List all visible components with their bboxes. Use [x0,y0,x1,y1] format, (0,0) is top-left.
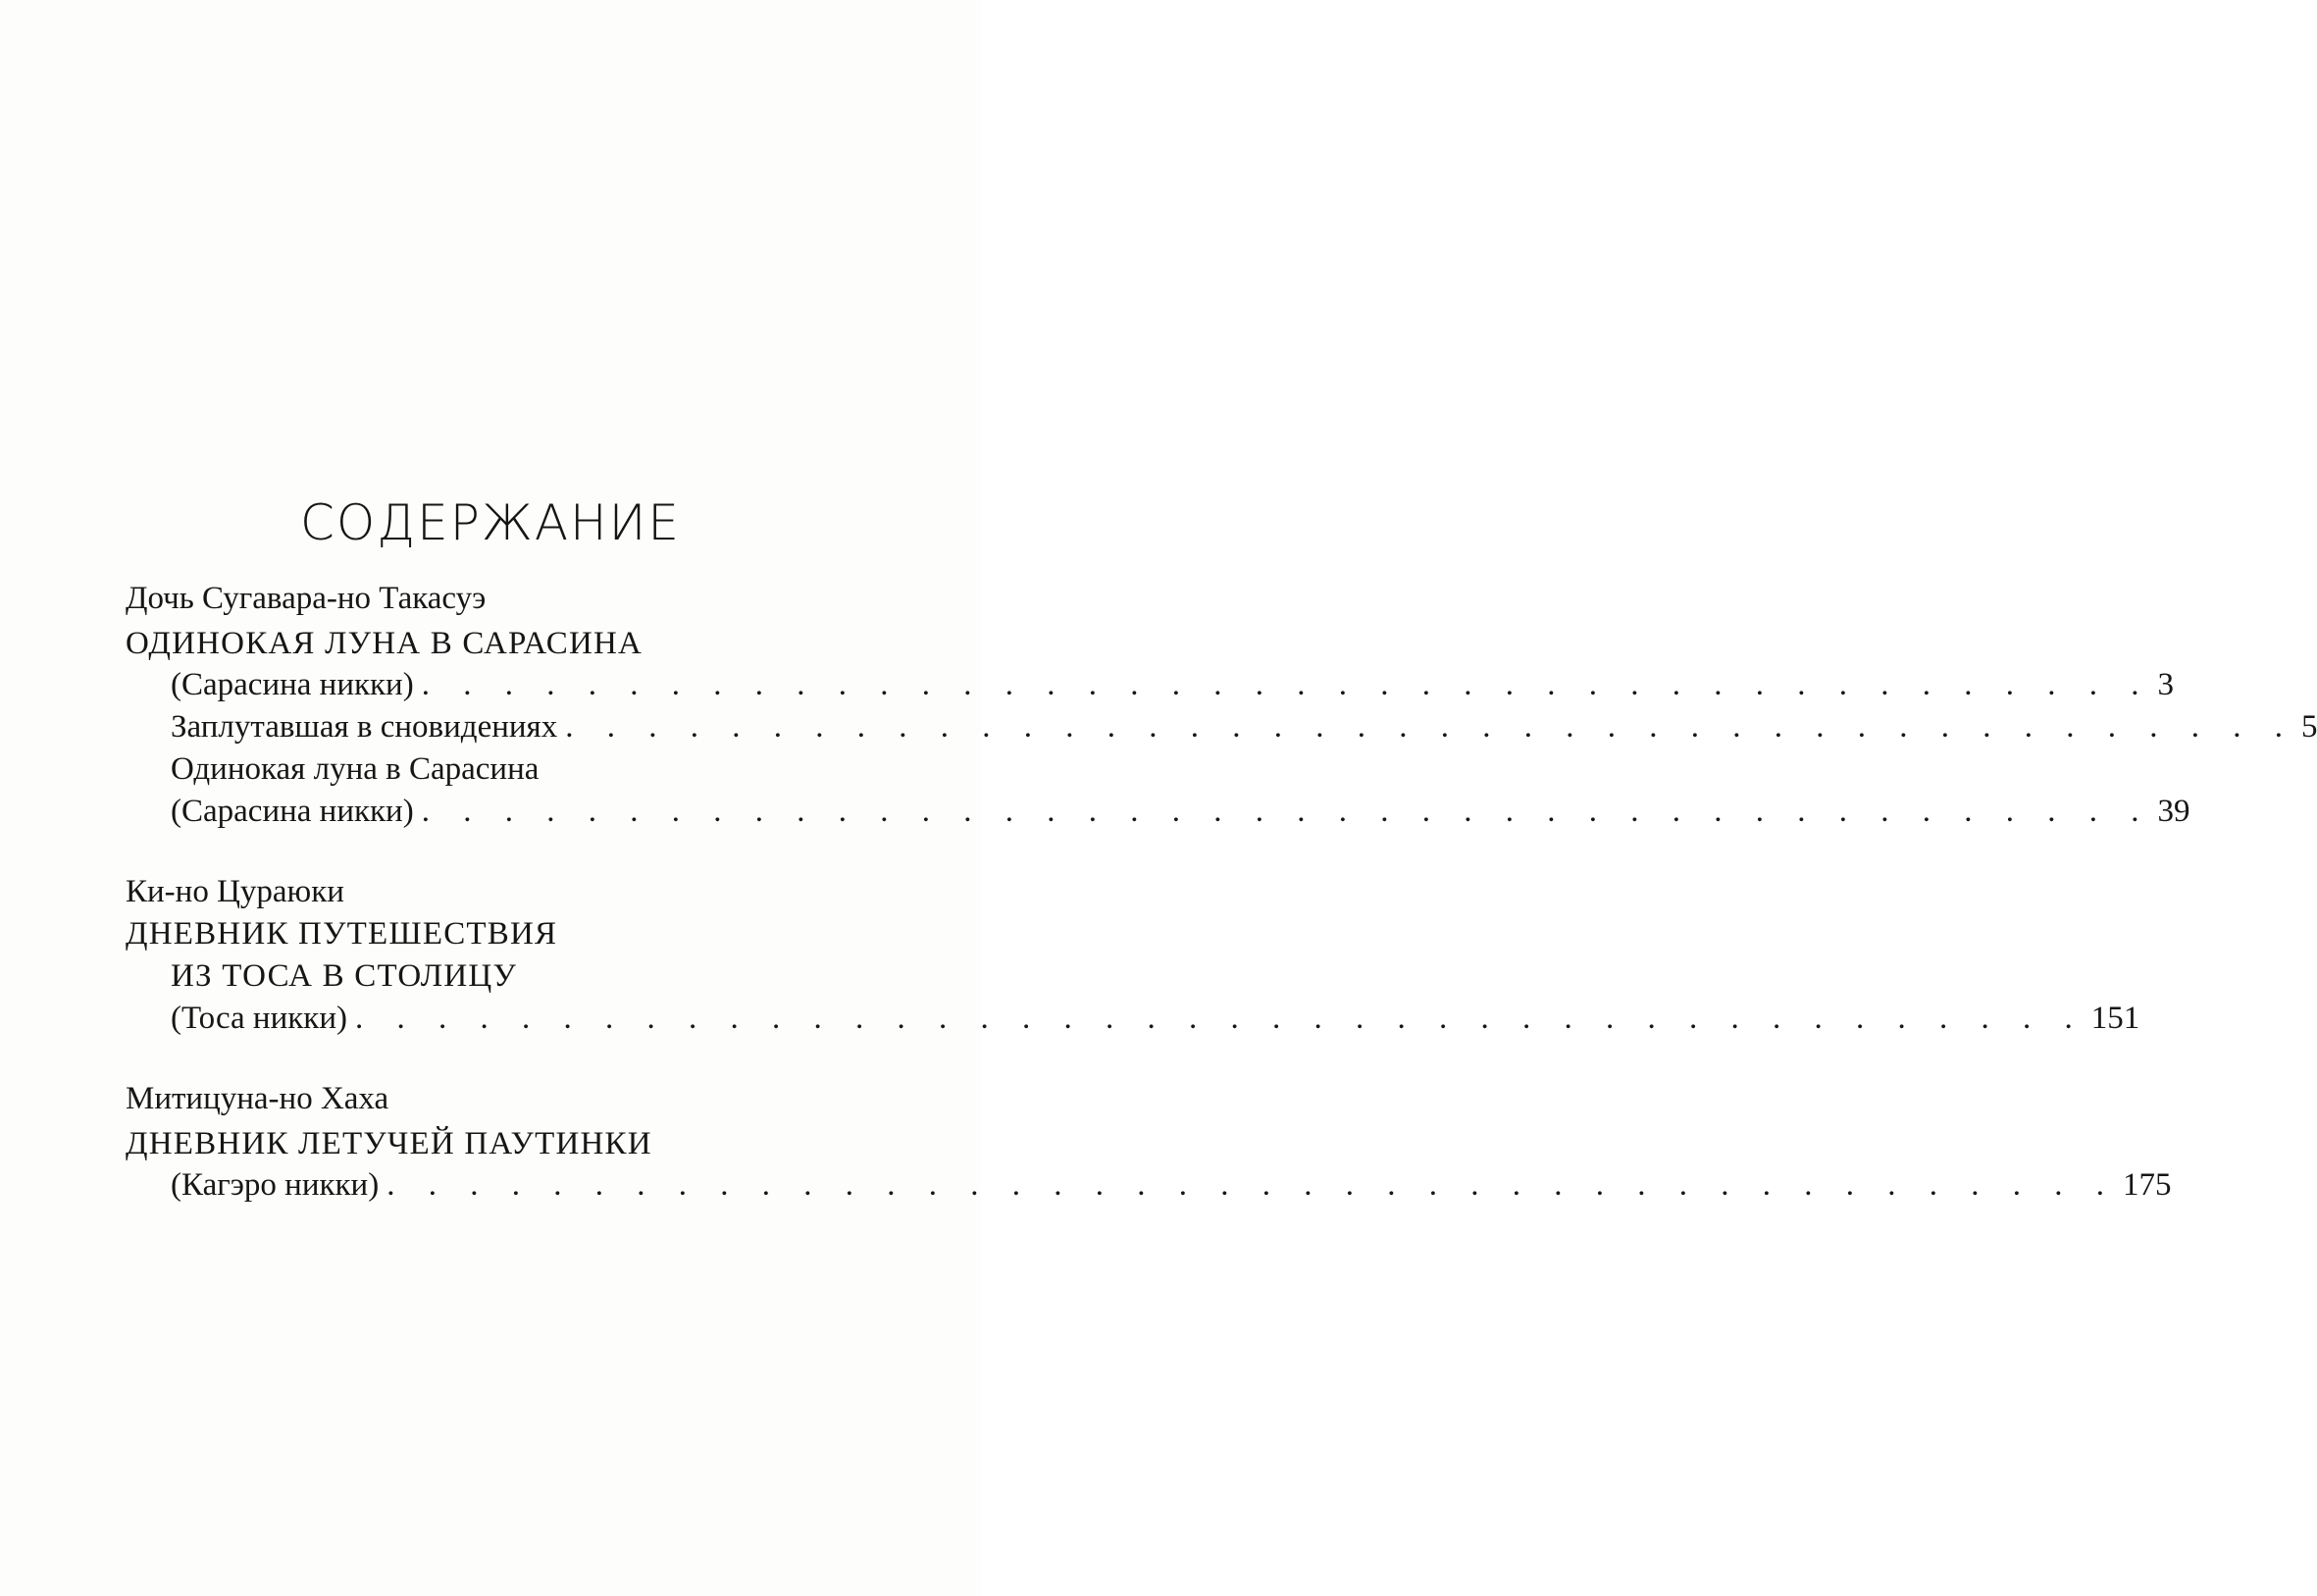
dot-leader: . . . . . . . . . . . . . . . . . . . . . . . . . . . . . . . . . . . . . . . . . . [421,794,2152,829]
dot-leader: . . . . . . . . . . . . . . . . . . . . . . . . . . . . . . . . . . . . . . . . . . [386,1167,2117,1203]
toc-entry[interactable] [171,1167,2172,1203]
section-2-author: Ки-но Цураюки [126,874,344,909]
dot-leader: . . . . . . . . . . . . . . . . . . . . . . . . . . . . . . . . . . . . . . . . . . [421,667,2152,702]
section-3-title: ДНЕВНИК ЛЕТУЧЕЙ ПАУТИНКИ [126,1126,652,1161]
toc-entry-text: (Сарасина никки) [171,794,414,829]
toc-entry-page: 39 [2157,794,2190,829]
toc-entry[interactable] [171,1001,2140,1036]
dot-leader: . . . . . . . . . . . . . . . . . . . . . . . . . . . . . . . . . . . . . . . . . . [565,709,2295,745]
section-2-title: ДНЕВНИК ПУТЕШЕСТВИЯ [126,916,558,952]
toc-entry-text: Одинокая луна в Сарасина [171,751,540,787]
toc-entry[interactable] [171,667,2174,702]
toc-entry-page: 151 [2090,1001,2140,1036]
toc-entry-page: 5 [2300,709,2317,745]
toc-heading: СОДЕРЖАНИЕ [300,494,681,551]
toc-entry-text: (Тоса никки) [171,1001,347,1036]
toc-entry-text: Заплутавшая в сновидениях [171,709,558,745]
toc-entry-text: (Кагэро никки) [171,1167,380,1203]
section-1-title: ОДИНОКАЯ ЛУНА В САРАСИНА [126,626,644,661]
toc-entry[interactable] [171,709,2317,745]
toc-entry-page: 3 [2157,667,2174,702]
section-1-author: Дочь Сугавара-но Такасуэ [126,581,487,616]
section-2-title-cont: ИЗ ТОСА В СТОЛИЦУ [171,958,518,994]
toc-entry[interactable] [171,794,2190,829]
toc-entry-text: (Сарасина никки) [171,667,414,702]
section-3-author: Митицуна-но Хаха [126,1081,389,1116]
dot-leader: . . . . . . . . . . . . . . . . . . . . . . . . . . . . . . . . . . . . . . . . . . [354,1001,2085,1036]
toc-entry-page: 175 [2122,1167,2172,1203]
